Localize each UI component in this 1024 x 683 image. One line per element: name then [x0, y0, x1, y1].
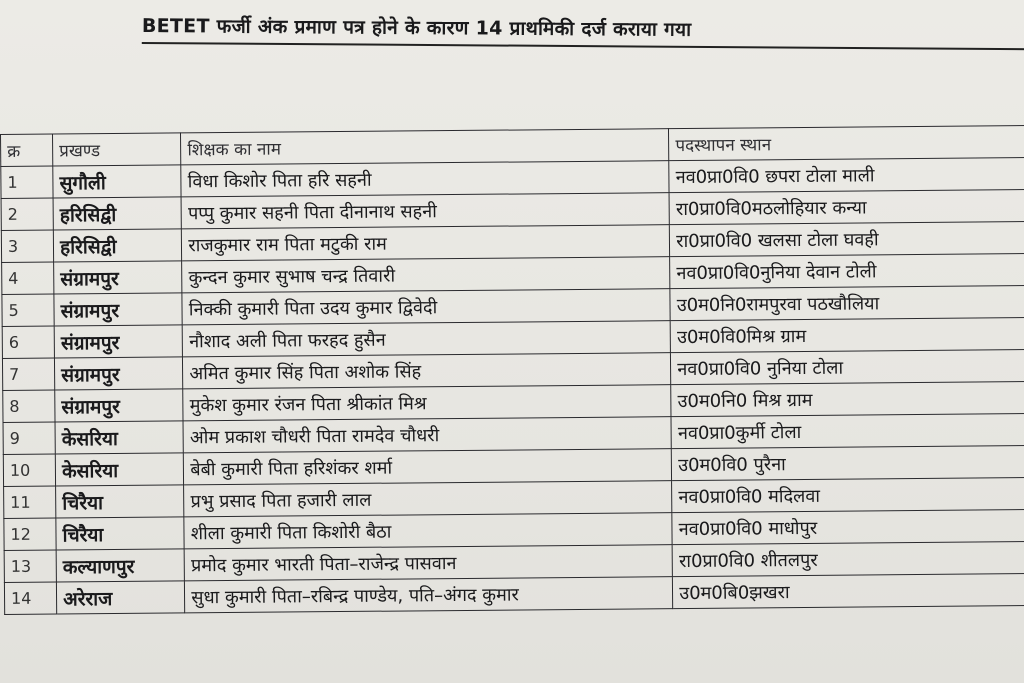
fir-table: [0, 125, 1024, 615]
serial-cell: 13: [4, 550, 56, 582]
teacher-name-cell: प्रभु प्रसाद पिता हजारी लाल: [184, 481, 672, 517]
teacher-name-cell: पप्पु कुमार सहनी पिता दीनानाथ सहनी: [181, 193, 669, 229]
block-cell: सुगौली: [53, 165, 182, 198]
teacher-name-cell: मुकेश कुमार रंजन पिता श्रीकांत मिश्र: [183, 385, 671, 421]
document-title: BETET फर्जी अंक प्रमाण पत्र होने के कारण 14 प्राथमिकी दर्ज कराया गया: [142, 12, 1024, 50]
teacher-name-cell: विधा किशोर पिता हरि सहनी: [181, 161, 669, 197]
block-cell: अरेराज: [57, 581, 186, 614]
serial-cell: 9: [3, 422, 55, 454]
header-serial: क्र: [1, 134, 53, 166]
teacher-name-cell: कुन्दन कुमार सुभाष चन्द्र तिवारी: [182, 257, 670, 293]
block-cell: संग्रामपुर: [54, 261, 183, 294]
teacher-name-cell: ओम प्रकाश चौधरी पिता रामदेव चौधरी: [183, 417, 671, 453]
serial-cell: 2: [1, 198, 53, 230]
teacher-name-cell: सुधा कुमारी पिता–रबिन्द्र पाण्डेय, पति–अंगद कुमार: [185, 577, 673, 613]
serial-cell: 5: [2, 294, 54, 326]
serial-cell: 14: [4, 582, 56, 614]
header-teacher-name: शिक्षक का नाम: [181, 129, 669, 165]
posting-place-cell: नव0प्रा0वि0 माधोपुर: [672, 509, 1024, 544]
teacher-name-cell: राजकुमार राम पिता मटुकी राम: [182, 225, 670, 261]
posting-place-cell: नव0प्रा0वि0 छपरा टोला माली: [669, 157, 1024, 192]
serial-cell: 4: [2, 262, 54, 294]
serial-cell: 3: [1, 230, 53, 262]
block-cell: चिरैया: [56, 517, 185, 550]
posting-place-cell: नव0प्रा0वि0नुनिया देवान टोली: [670, 253, 1024, 288]
block-cell: संग्रामपुर: [54, 293, 183, 326]
posting-place-cell: नव0प्रा0वि0 मदिलवा: [672, 477, 1024, 512]
header-posting-place: पदस्थापन स्थान: [669, 125, 1024, 160]
block-cell: केसरिया: [55, 421, 184, 454]
serial-cell: 10: [3, 454, 55, 486]
header-block: प्रखण्ड: [53, 133, 182, 166]
teacher-name-cell: निक्की कुमारी पिता उदय कुमार द्विवेदी: [182, 289, 670, 325]
posting-place-cell: रा0प्रा0वि0 शीतलपुर: [672, 541, 1024, 576]
posting-place-cell: रा0प्रा0वि0मठलोहियार कन्या: [669, 189, 1024, 224]
teacher-name-cell: अमित कुमार सिंह पिता अशोक सिंह: [183, 353, 671, 389]
block-cell: हरिसिद्वी: [53, 197, 182, 230]
block-cell: संग्रामपुर: [55, 357, 184, 390]
serial-cell: 6: [2, 326, 54, 358]
posting-place-cell: नव0प्रा0कुर्मी टोला: [671, 413, 1024, 448]
teacher-name-cell: नौशाद अली पिता फरहद हुसैन: [183, 321, 671, 357]
block-cell: चिरैया: [56, 485, 185, 518]
serial-cell: 11: [4, 486, 56, 518]
posting-place-cell: रा0प्रा0वि0 खलसा टोला घवही: [670, 221, 1024, 256]
posting-place-cell: उ0म0वि0 पुरैना: [672, 445, 1024, 480]
block-cell: केसरिया: [55, 453, 184, 486]
serial-cell: 7: [2, 358, 54, 390]
serial-cell: 8: [3, 390, 55, 422]
teacher-name-cell: बेबी कुमारी पिता हरिशंकर शर्मा: [184, 449, 672, 485]
teacher-name-cell: प्रमोद कुमार भारती पिता–राजेन्द्र पासवान: [184, 545, 672, 581]
serial-cell: 1: [1, 166, 53, 198]
posting-place-cell: उ0म0बि0झखरा: [673, 573, 1024, 608]
block-cell: संग्रामपुर: [55, 389, 184, 422]
block-cell: संग्रामपुर: [54, 325, 183, 358]
posting-place-cell: उ0म0वि0मिश्र ग्राम: [670, 317, 1024, 352]
serial-cell: 12: [4, 518, 56, 550]
posting-place-cell: उ0म0नि0रामपुरवा पठखौलिया: [670, 285, 1024, 320]
posting-place-cell: उ0म0नि0 मिश्र ग्राम: [671, 381, 1024, 416]
block-cell: हरिसिद्वी: [53, 229, 182, 262]
posting-place-cell: नव0प्रा0वि0 नुनिया टोला: [671, 349, 1024, 384]
teacher-name-cell: शीला कुमारी पिता किशोरी बैठा: [184, 513, 672, 549]
fir-table-wrapper: [0, 125, 1024, 615]
block-cell: कल्याणपुर: [56, 549, 185, 582]
